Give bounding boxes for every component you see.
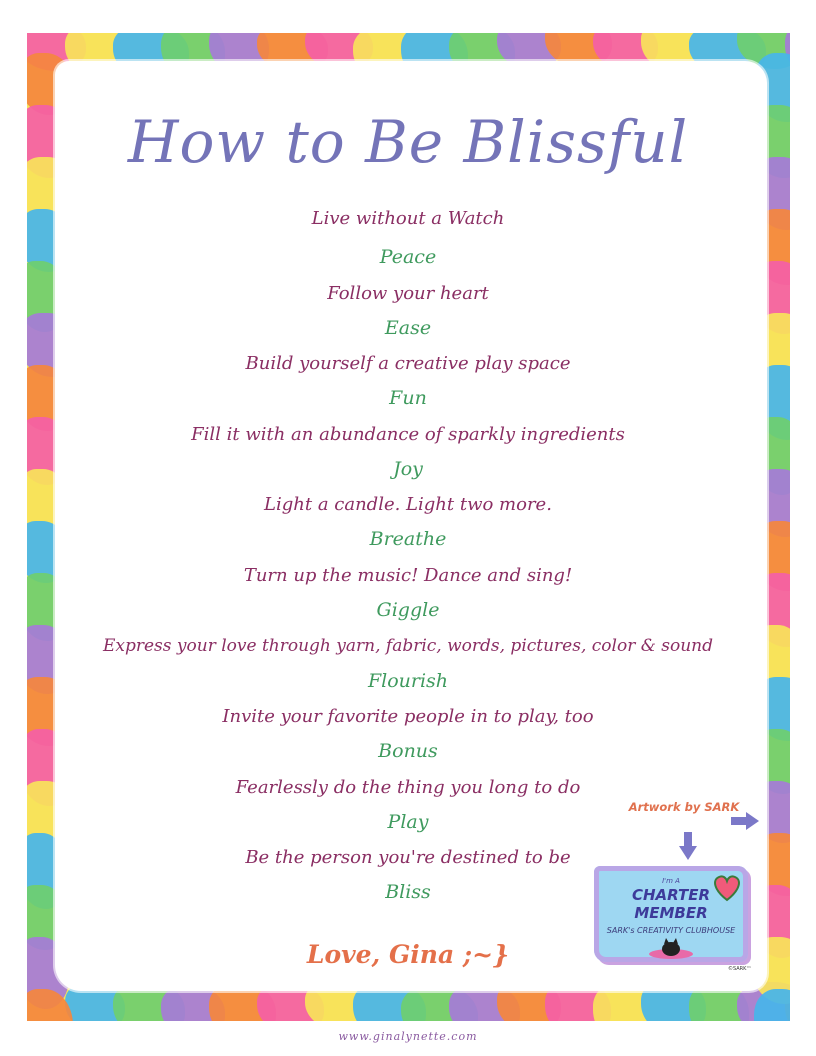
bliss-word: Fun xyxy=(389,387,427,409)
bliss-word: Ease xyxy=(384,317,432,339)
arrow-right-icon xyxy=(731,812,759,830)
bliss-tip: Light a candle. Light two more. xyxy=(264,494,552,515)
badge-line-2: CHARTER xyxy=(631,886,711,904)
bliss-tip: Build yourself a creative play space xyxy=(245,353,571,374)
bliss-tip: Fearlessly do the thing you long to do xyxy=(235,777,581,798)
bliss-word: Peace xyxy=(379,246,437,268)
badge-line-4: SARK's CREATIVITY CLUBHOUSE xyxy=(606,926,736,935)
signature: Love, Gina ;~} xyxy=(306,940,510,969)
bliss-tip: Live without a Watch xyxy=(311,208,505,229)
bliss-word: Bliss xyxy=(385,881,431,903)
bliss-word: Flourish xyxy=(367,670,449,692)
bliss-word: Joy xyxy=(393,458,423,480)
bliss-tip: Fill it with an abundance of sparkly ingredients xyxy=(191,424,625,445)
badge-line-1: I'm A xyxy=(662,877,680,885)
badge-line-3: MEMBER xyxy=(634,904,708,922)
bliss-tip: Be the person you're destined to be xyxy=(245,847,571,868)
bliss-word: Bonus xyxy=(378,740,438,762)
badge-copyright: ©SARK™ xyxy=(728,966,752,972)
bliss-word: Giggle xyxy=(376,599,440,621)
website-link[interactable]: www.ginalynette.com xyxy=(338,1030,478,1043)
bliss-tip: Turn up the music! Dance and sing! xyxy=(243,565,573,586)
arrow-down-icon xyxy=(679,832,697,860)
bliss-tip: Express your love through yarn, fabric, words, pictures, color & sound xyxy=(102,636,714,656)
bliss-tip: Invite your favorite people in to play, too xyxy=(222,706,594,727)
artwork-credit: Artwork by SARK xyxy=(628,800,740,814)
bliss-word: Breathe xyxy=(369,528,447,550)
bliss-tip: Follow your heart xyxy=(327,283,489,304)
bliss-word: Play xyxy=(387,811,429,833)
page-title: How to Be Blissful xyxy=(127,108,689,176)
